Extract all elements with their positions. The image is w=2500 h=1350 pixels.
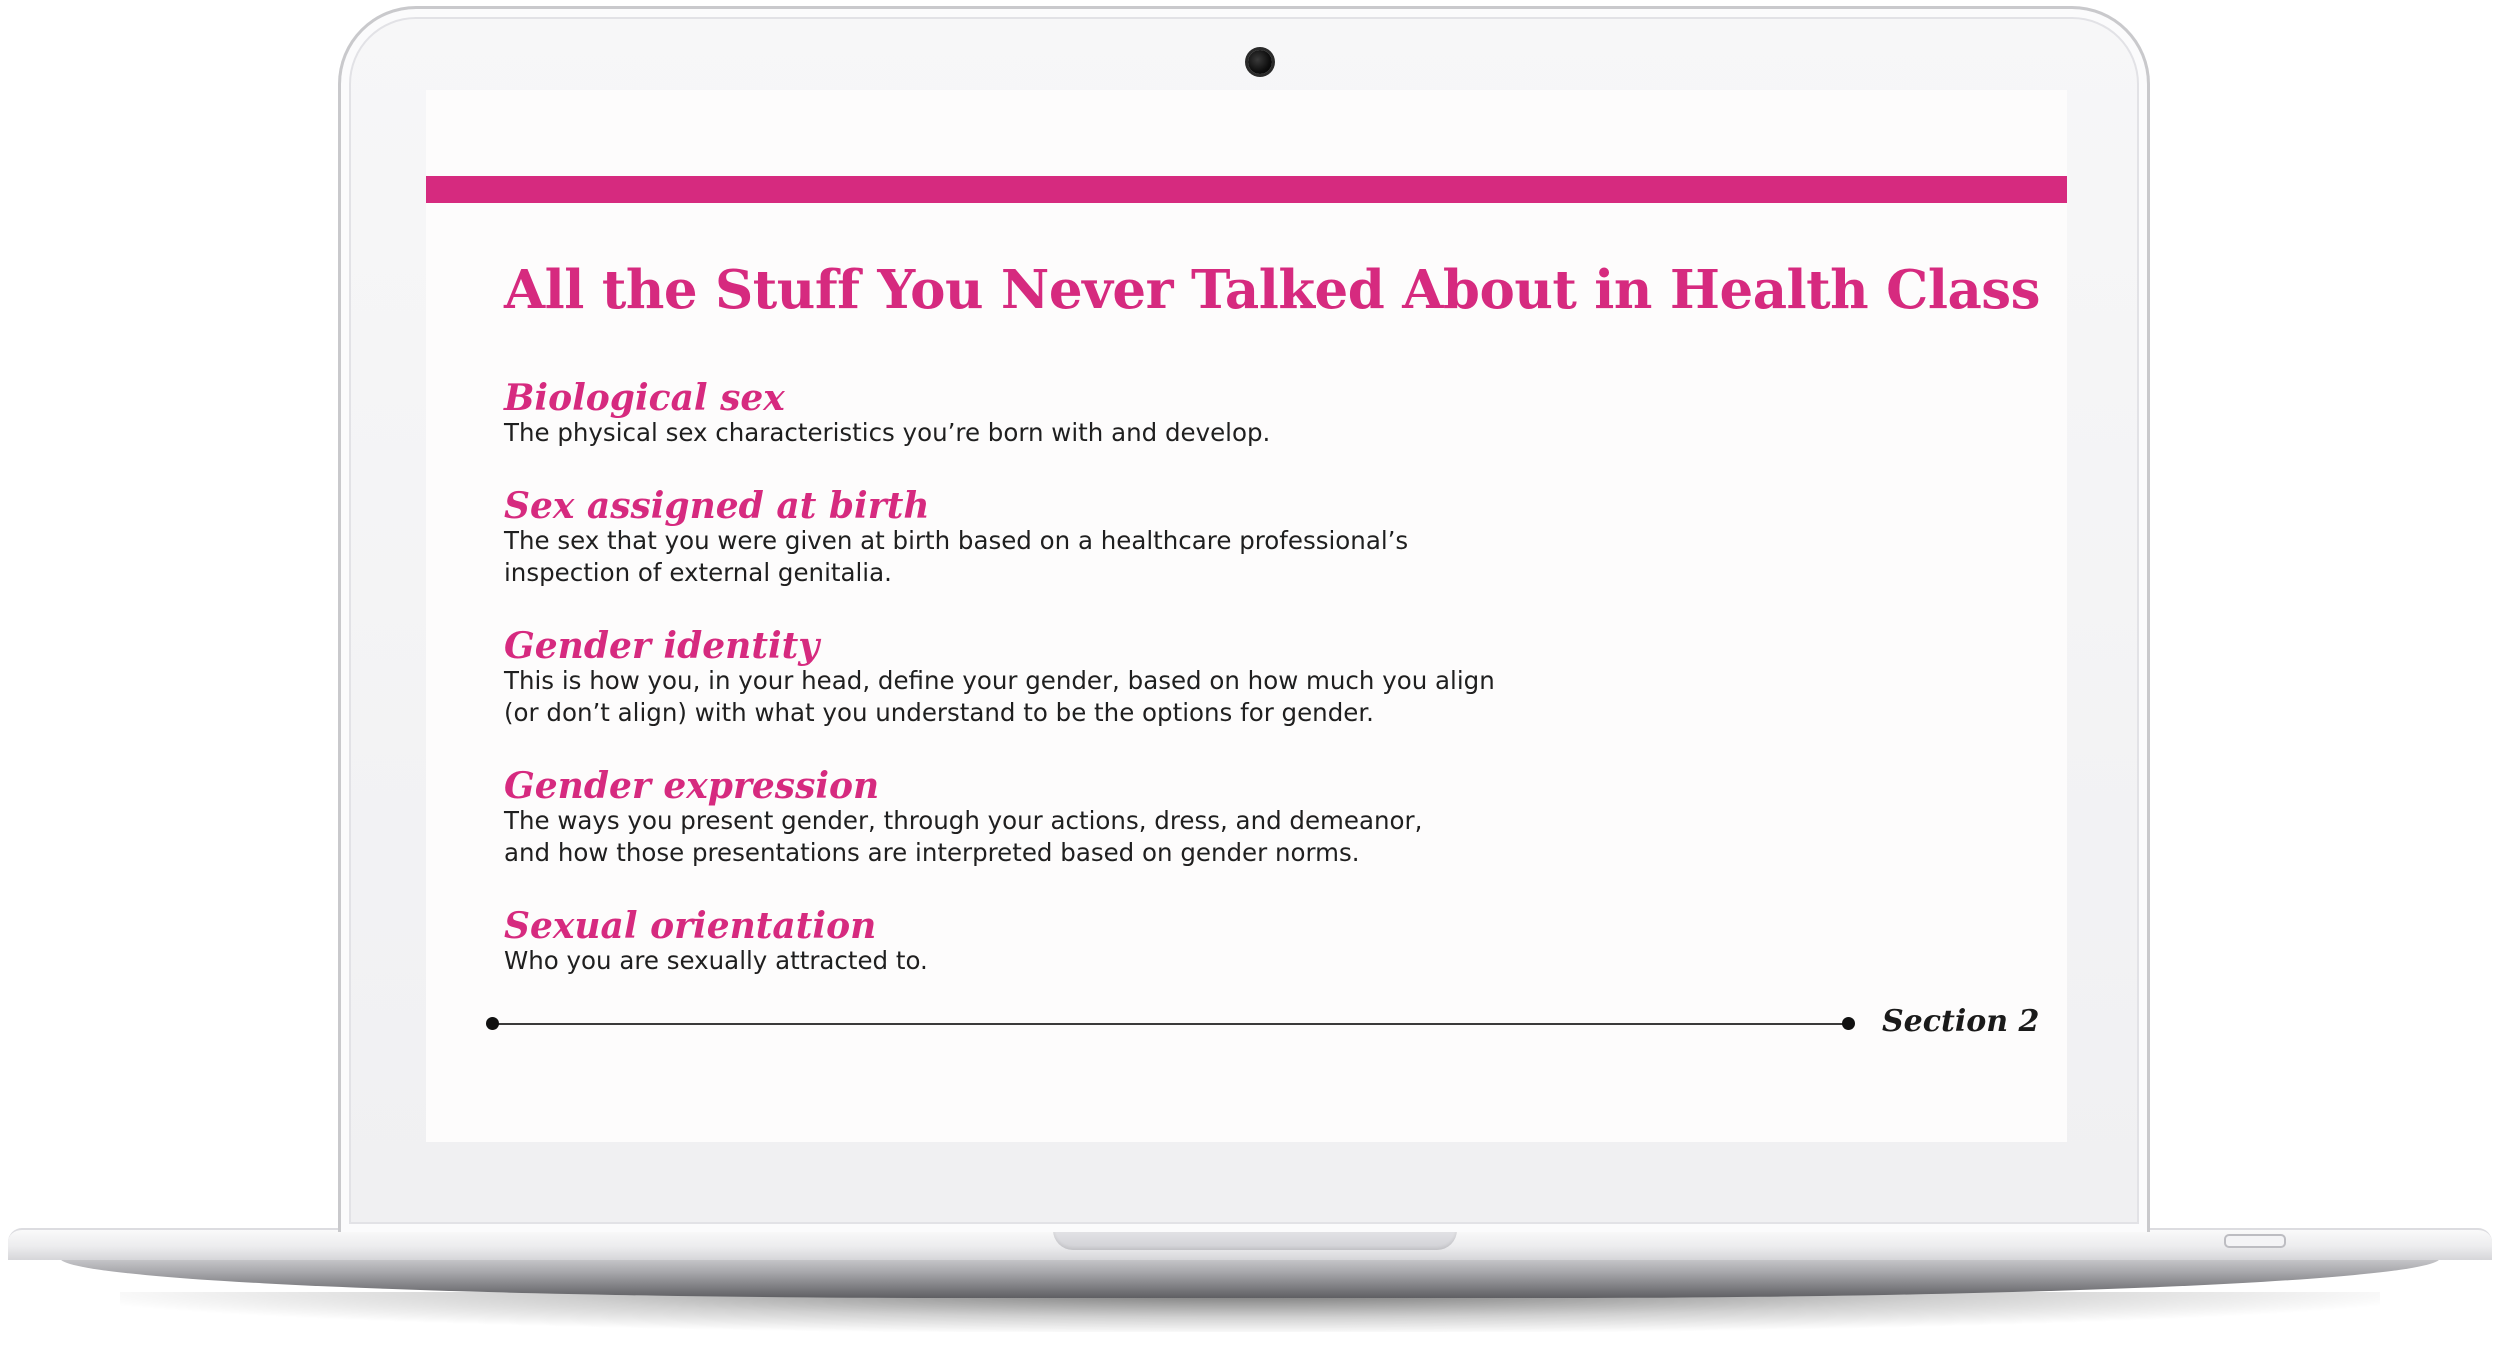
term-name: Sexual orientation (504, 905, 877, 947)
slide-accent-bar (426, 176, 2067, 203)
term-item (504, 904, 1984, 977)
term-definition: The physical sex characteristics you’re born with and develop. (504, 418, 1271, 447)
laptop-indicator-light (2224, 1234, 2286, 1248)
term-definition: This is how you, in your head, define your gender, based on how much you align (or don’t align) with what you understand to be the options for gender. (504, 666, 1495, 727)
divider-start-dot (486, 1017, 499, 1030)
divider-end-dot (1842, 1017, 1855, 1030)
slide-title: All the Stuff You Never Talked About in Health Class (504, 259, 2040, 321)
term-name: Biological sex (504, 377, 785, 419)
section-label: Section 2 (1882, 1004, 2040, 1039)
laptop-screen (426, 90, 2067, 1142)
laptop-lid-notch (1053, 1230, 1457, 1250)
term-item (504, 624, 1984, 729)
footer-divider (492, 1023, 1849, 1025)
term-name: Sex assigned at birth (504, 485, 930, 527)
term-item (504, 764, 1984, 869)
term-item (504, 484, 1984, 589)
term-definition: The ways you present gender, through your actions, dress, and demeanor, and how those presentations are interpreted based on gender norms. (504, 806, 1423, 867)
term-item (504, 376, 1984, 449)
terms-list (504, 376, 1984, 1012)
laptop-shadow (120, 1292, 2380, 1332)
term-definition: Who you are sexually attracted to. (504, 946, 928, 975)
webcam-icon (1248, 50, 1272, 74)
term-name: Gender identity (504, 625, 820, 667)
term-definition: The sex that you were given at birth based on a healthcare professional’s inspection of external genitalia. (504, 526, 1409, 587)
term-name: Gender expression (504, 765, 880, 807)
